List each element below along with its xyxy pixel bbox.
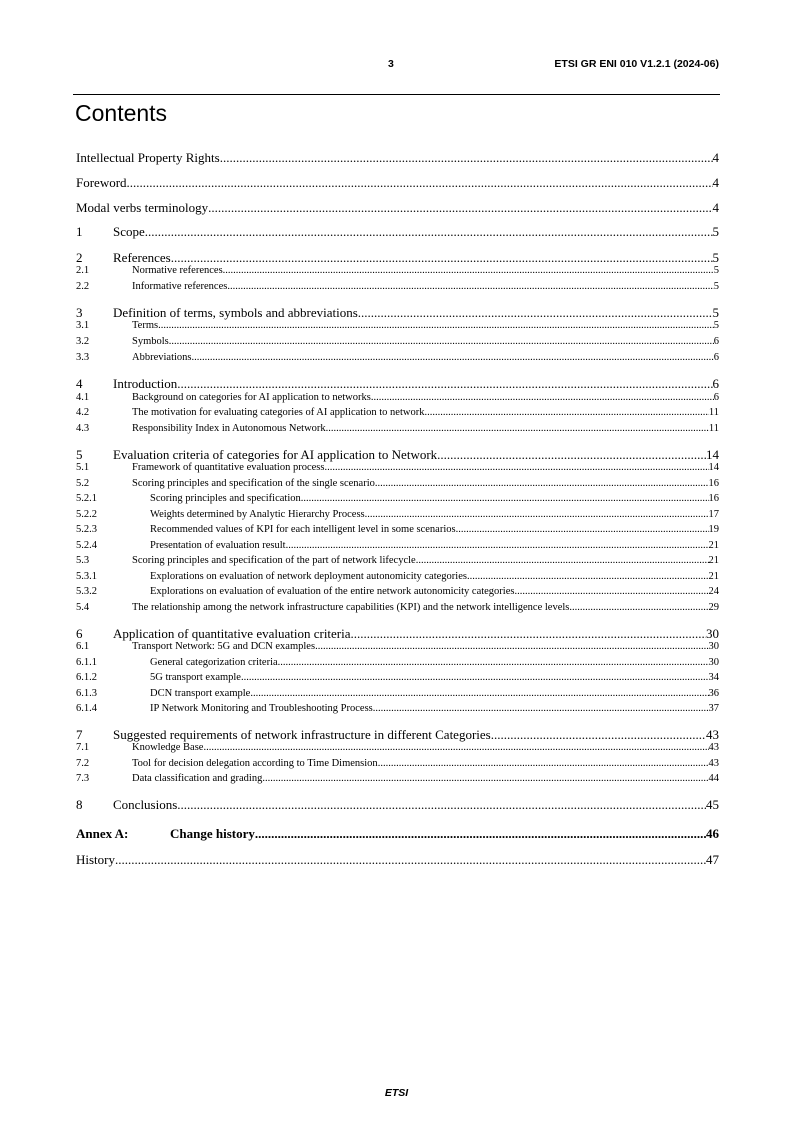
toc-entry-title: Responsibility Index in Autonomous Network xyxy=(132,423,326,434)
toc-dot-leader xyxy=(169,336,714,347)
toc-entry-number: 5.3.1 xyxy=(76,571,97,582)
toc-dot-leader xyxy=(203,742,708,753)
header-rule xyxy=(73,94,720,95)
toc-entry-number: 5.3 xyxy=(76,555,90,566)
toc-entry-number: 3.1 xyxy=(76,320,90,331)
toc-entry-number: 6.1.3 xyxy=(76,688,97,699)
toc-dot-leader xyxy=(158,320,714,331)
toc-entry[interactable] xyxy=(76,200,719,216)
toc-dot-leader xyxy=(371,392,714,403)
toc-entry-page: 45 xyxy=(706,797,719,812)
toc-entry-title: Explorations on evaluation of evaluation of the entire network autonomicity categories xyxy=(150,586,515,597)
toc-dot-leader xyxy=(177,797,706,813)
toc-dot-leader xyxy=(351,626,706,642)
toc-entry-title: Informative references xyxy=(132,281,228,292)
toc-entry[interactable] xyxy=(76,555,719,566)
toc-entry-number: Annex A: xyxy=(76,826,129,841)
toc-entry-page: 17 xyxy=(708,509,719,520)
toc-entry-page: 36 xyxy=(708,688,719,699)
toc-entry[interactable] xyxy=(76,509,719,520)
toc-entry-number: 5.2.1 xyxy=(76,493,97,504)
toc-entry[interactable] xyxy=(76,742,719,753)
toc-entry-page: 5 xyxy=(712,250,719,265)
toc-entry-number: 5.1 xyxy=(76,462,90,473)
toc-dot-leader xyxy=(220,150,713,166)
toc-entry-number: 3.3 xyxy=(76,352,90,363)
toc-dot-leader xyxy=(241,672,709,683)
toc-dot-leader xyxy=(373,703,709,714)
toc-dot-leader xyxy=(315,641,708,652)
toc-entry-number: 3 xyxy=(76,305,83,320)
toc-entry[interactable] xyxy=(76,320,719,331)
toc-entry-title: Framework of quantitative evaluation process xyxy=(132,462,325,473)
toc-entry-number: 4.3 xyxy=(76,423,90,434)
toc-entry-title: Recommended values of KPI for each intelligent level in some scenarios xyxy=(150,524,456,535)
toc-dot-leader xyxy=(171,250,713,266)
toc-entry-title: Background on categories for AI application to networks xyxy=(132,392,371,403)
toc-entry-number: 6 xyxy=(76,626,83,641)
toc-dot-leader xyxy=(250,688,708,699)
toc-entry[interactable] xyxy=(76,336,719,347)
toc-entry-page: 44 xyxy=(708,773,719,784)
toc-entry[interactable] xyxy=(76,478,719,489)
toc-entry[interactable] xyxy=(76,250,719,266)
toc-entry-number: 4 xyxy=(76,376,83,391)
toc-entry-page: 21 xyxy=(708,540,719,551)
toc-entry-title: Abbreviations xyxy=(132,352,192,363)
toc-entry-page: 6 xyxy=(713,392,719,403)
toc-entry-title: References xyxy=(113,250,171,265)
toc-entry-title: Presentation of evaluation result xyxy=(150,540,286,551)
toc-entry[interactable] xyxy=(76,727,719,743)
toc-entry-title: Foreword xyxy=(76,175,127,190)
toc-entry-title: Data classification and grading xyxy=(132,773,263,784)
toc-dot-leader xyxy=(192,352,714,363)
toc-entry-title: The relationship among the network infrastructure capabilities (KPI) and the network intelligence levels xyxy=(132,602,570,613)
toc-entry[interactable] xyxy=(76,392,719,403)
toc-entry-page: 4 xyxy=(712,175,719,190)
toc-entry-page: 4 xyxy=(712,200,719,215)
toc-entry-title: The motivation for evaluating categories of AI application to network xyxy=(132,407,425,418)
toc-dot-leader xyxy=(326,423,709,434)
toc-entry-number: 7 xyxy=(76,727,83,742)
toc-entry[interactable] xyxy=(76,571,719,582)
toc-dot-leader xyxy=(416,555,709,566)
toc-entry[interactable] xyxy=(76,773,719,784)
toc-entry[interactable] xyxy=(76,641,719,652)
toc-entry-title: Transport Network: 5G and DCN examples xyxy=(132,641,316,652)
toc-entry-title: Conclusions xyxy=(113,797,178,812)
toc-entry-page: 6 xyxy=(713,336,719,347)
toc-entry[interactable] xyxy=(76,224,719,240)
toc-entry-number: 5.2 xyxy=(76,478,90,489)
toc-dot-leader xyxy=(378,758,709,769)
toc-entry[interactable] xyxy=(76,150,719,166)
toc-entry-number: 7.1 xyxy=(76,742,90,753)
toc-entry[interactable] xyxy=(76,626,719,642)
toc-entry-number: 6.1.1 xyxy=(76,657,97,668)
page-title: Contents xyxy=(75,100,168,126)
toc-entry-number: 2.1 xyxy=(76,265,90,276)
toc-entry[interactable] xyxy=(76,407,719,418)
toc-entry-page: 4 xyxy=(712,150,719,165)
toc-dot-leader xyxy=(456,524,709,535)
toc-entry[interactable] xyxy=(76,447,719,463)
toc-entry-page: 30 xyxy=(706,626,719,641)
toc-entry-title: Suggested requirements of network infrastructure in different Categories xyxy=(113,727,491,742)
toc-entry-title: DCN transport example xyxy=(150,688,251,699)
toc-entry[interactable] xyxy=(76,352,719,363)
toc-entry-page: 46 xyxy=(706,826,719,841)
toc-entry-page: 5 xyxy=(712,224,719,239)
toc-dot-leader xyxy=(227,281,713,292)
toc-entry-page: 16 xyxy=(708,478,719,489)
toc-entry[interactable] xyxy=(76,462,719,473)
toc-entry-page: 6 xyxy=(713,352,719,363)
toc-dot-leader xyxy=(467,571,709,582)
toc-entry-title: General categorization criteria xyxy=(150,657,278,668)
toc-dot-leader xyxy=(375,478,709,489)
toc-entry-title: Change history xyxy=(170,826,255,841)
toc-entry-title: Scoring principles and specification xyxy=(150,493,301,504)
toc-entry-page: 43 xyxy=(708,758,719,769)
toc-entry-number: 5.2.4 xyxy=(76,540,97,551)
toc-entry-page: 29 xyxy=(708,602,719,613)
toc-entry-title: History xyxy=(76,852,115,867)
toc-entry-title: Introduction xyxy=(113,376,178,391)
toc-entry-page: 11 xyxy=(708,407,719,418)
toc-entry-page: 30 xyxy=(708,657,719,668)
toc-entry-page: 37 xyxy=(708,703,719,714)
toc-entry-title: Explorations on evaluation of network deployment autonomicity categories xyxy=(150,571,467,582)
toc-dot-leader xyxy=(365,509,709,520)
toc-entry[interactable] xyxy=(76,175,719,191)
toc-dot-leader xyxy=(115,852,706,868)
toc-entry-page: 21 xyxy=(708,571,719,582)
toc-entry[interactable] xyxy=(76,602,719,613)
toc-dot-leader xyxy=(208,200,712,216)
toc-entry-page: 43 xyxy=(708,742,719,753)
toc-entry-page: 34 xyxy=(708,672,719,683)
toc-entry[interactable] xyxy=(76,281,719,292)
toc-entry-title: IP Network Monitoring and Troubleshooting Process xyxy=(150,703,373,714)
toc-entry-title: Terms xyxy=(132,320,159,331)
toc-entry-number: 7.2 xyxy=(76,758,90,769)
toc-entry-number: 8 xyxy=(76,797,83,812)
toc-entry-title: Application of quantitative evaluation criteria xyxy=(113,626,351,641)
footer-etsi: ETSI xyxy=(384,1087,409,1099)
toc-entry[interactable] xyxy=(76,826,719,842)
toc-entry-title: Modal verbs terminology xyxy=(76,200,209,215)
toc-entry-page: 5 xyxy=(713,320,719,331)
toc-entry-number: 3.2 xyxy=(76,336,90,347)
toc-entry-title: Symbols xyxy=(132,336,169,347)
toc-dot-leader xyxy=(145,224,713,240)
toc-entry-page: 19 xyxy=(708,524,719,535)
toc-entry-title: Scoring principles and specification of the part of network lifecycle xyxy=(132,555,416,566)
toc-entry-page: 5 xyxy=(713,281,719,292)
toc-entry-title: Evaluation criteria of categories for AI application to Network xyxy=(113,447,438,462)
toc-entry[interactable] xyxy=(76,688,719,699)
toc-dot-leader xyxy=(324,462,708,473)
toc-entry-number: 1 xyxy=(76,224,83,239)
toc-dot-leader xyxy=(286,540,709,551)
toc-entry[interactable] xyxy=(76,703,719,714)
toc-entry-number: 7.3 xyxy=(76,773,90,784)
toc-entry-number: 2.2 xyxy=(76,281,90,292)
toc-entry-title: Scoring principles and specification of the single scenario xyxy=(132,478,375,489)
toc-entry-number: 6.1.4 xyxy=(76,703,97,714)
toc-dot-leader xyxy=(424,407,708,418)
toc-dot-leader xyxy=(301,493,709,504)
toc-dot-leader xyxy=(262,773,708,784)
toc-entry[interactable] xyxy=(76,524,719,535)
toc-entry-page: 21 xyxy=(708,555,719,566)
toc-entry-page: 5 xyxy=(712,305,719,320)
toc-entry-number: 5.2.2 xyxy=(76,509,97,520)
toc-entry-number: 2 xyxy=(76,250,83,265)
toc-entry[interactable] xyxy=(76,672,719,683)
toc-entry[interactable] xyxy=(76,797,719,813)
toc-entry-number: 5.4 xyxy=(76,602,90,613)
toc-dot-leader xyxy=(223,265,714,276)
toc-entry-page: 14 xyxy=(708,462,719,473)
toc-entry-title: Tool for decision delegation according to Time Dimension xyxy=(132,758,378,769)
toc-dot-leader xyxy=(514,586,708,597)
toc-dot-leader xyxy=(255,826,706,842)
toc-entry-title: Intellectual Property Rights xyxy=(76,150,220,165)
toc-entry-page: 6 xyxy=(712,376,719,391)
toc-entry[interactable] xyxy=(76,423,719,434)
toc-entry[interactable] xyxy=(76,758,719,769)
toc-entry[interactable] xyxy=(76,586,719,597)
toc-entry-title: Weights determined by Analytic Hierarchy Process xyxy=(150,509,365,520)
toc-entry-page: 5 xyxy=(713,265,719,276)
toc-dot-leader xyxy=(127,175,713,191)
toc-entry-page: 11 xyxy=(708,423,719,434)
toc-entry-title: Knowledge Base xyxy=(132,742,204,753)
toc-entry[interactable] xyxy=(76,376,719,392)
toc-entry[interactable] xyxy=(76,852,719,868)
toc-dot-leader xyxy=(569,602,708,613)
toc-entry-number: 6.1.2 xyxy=(76,672,97,683)
page-number: 3 xyxy=(388,58,394,70)
toc-entry-number: 5.2.3 xyxy=(76,524,97,535)
toc-entry-number: 4.1 xyxy=(76,392,90,403)
toc-entry-title: Normative references xyxy=(132,265,223,276)
toc-entry-number: 5.3.2 xyxy=(76,586,97,597)
toc-entry-page: 24 xyxy=(708,586,719,597)
toc-dot-leader xyxy=(437,447,706,463)
toc-dot-leader xyxy=(278,657,709,668)
toc-entry-title: Scope xyxy=(113,224,145,239)
toc-entry[interactable] xyxy=(76,493,719,504)
toc-entry-number: 6.1 xyxy=(76,641,90,652)
toc-entry-number: 5 xyxy=(76,447,83,462)
toc-entry-page: 14 xyxy=(706,447,719,462)
toc-entry[interactable] xyxy=(76,540,719,551)
toc-entry[interactable] xyxy=(76,305,719,321)
toc-entry-page: 43 xyxy=(706,727,719,742)
toc-entry-page: 16 xyxy=(708,493,719,504)
toc-dot-leader xyxy=(358,305,713,321)
toc-entry-page: 30 xyxy=(708,641,719,652)
toc-dot-leader xyxy=(491,727,706,743)
toc-entry-title: 5G transport example xyxy=(150,672,241,683)
toc-entry-number: 4.2 xyxy=(76,407,90,418)
toc-dot-leader xyxy=(177,376,712,392)
toc-entry[interactable] xyxy=(76,657,719,668)
toc-entry-page: 47 xyxy=(706,852,719,867)
toc-entry-title: Definition of terms, symbols and abbreviations xyxy=(113,305,358,320)
document-id: ETSI GR ENI 010 V1.2.1 (2024-06) xyxy=(554,58,719,70)
toc-entry[interactable] xyxy=(76,265,719,276)
